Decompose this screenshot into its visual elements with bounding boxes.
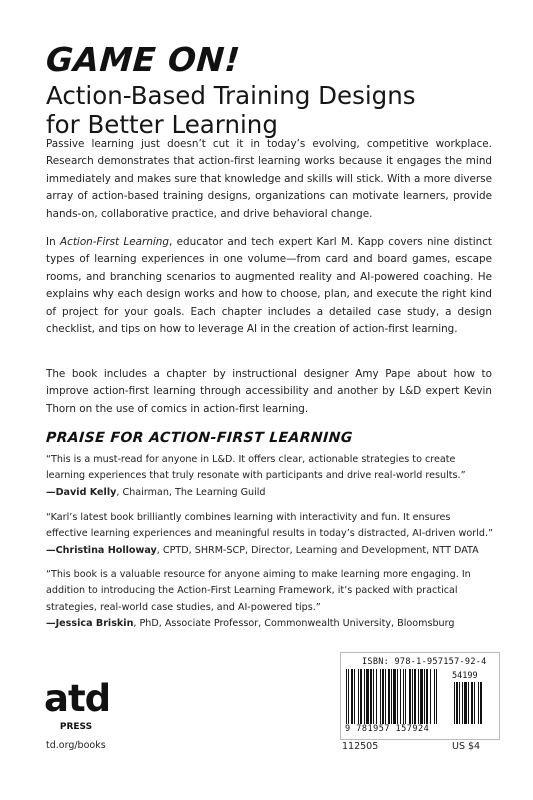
isbn-barcode xyxy=(346,669,450,724)
quote-text: “This book is a valuable resource for anyone aiming to make learning more engaging. In addition to introducing the Action-First Learning Framework, it’s packed with practical strategies, real-world case studies, and AI-powered tips.” xyxy=(46,569,471,613)
atd-logo: atd xyxy=(44,677,111,720)
praise-heading: PRAISE FOR ACTION-FIRST LEARNING xyxy=(45,430,354,446)
quote-attribution xyxy=(46,543,494,559)
price: US $4 xyxy=(452,741,481,752)
quote-author-role: , PhD, Associate Professor, Commonwealth University, Bloomsburg xyxy=(133,617,455,629)
quote-attribution xyxy=(46,485,494,501)
subtitle-line-1: Action-Based Training Designs xyxy=(46,81,416,110)
subtitle-line-2: for Better Learning xyxy=(46,110,278,139)
quote-author: —David Kelly xyxy=(46,486,117,498)
book-title-italic: Action-First Learning xyxy=(60,236,169,248)
quote-author-role: , CPTD, SHRM-SCP, Director, Learning and Development, NTT DATA xyxy=(156,544,479,556)
quote-author-role: , Chairman, The Learning Guild xyxy=(116,486,266,498)
paragraph-2-rest: , educator and tech expert Karl M. Kapp covers nine distinct types of learning experiences in one volume—from card and board games, escape rooms, and branching scenarios to augmented reality and AI-powered coaching. He explains why each design works and how to choose, plan, and execute the right kind of project for your goals. Each chapter includes a detailed case study, a design checklist, and tips on how to leverage AI in the creation of action-first learning. xyxy=(46,236,493,336)
praise-quote xyxy=(46,452,494,501)
quote-text: “Karl’s latest book brilliantly combines learning with interactivity and fun. It ensures effective learning experiences and meaningful results in today’s distracted, AI-driven world.” xyxy=(46,512,493,540)
quote-attribution xyxy=(46,616,494,632)
quote-author: —Christina Holloway xyxy=(46,544,157,556)
praise-quote xyxy=(46,567,494,632)
paragraph-2-prefix: In xyxy=(46,236,61,248)
barcode-digits: 9 781957 157924 xyxy=(345,724,430,734)
isbn-label: ISBN: 978-1-957157-92-4 xyxy=(362,657,487,667)
description-paragraph-1: Passive learning just doesn’t cut it in today’s evolving, competitive workplace. Research demonstrates that action-first learning works because it engages the mind immediately and makes sure that knowledge and skills will stick. With a more diverse array of action-based training designs, organizations can motivate learners, provide hands-on, collaborative practice, and drive behavioral change. xyxy=(46,138,492,220)
quote-author: —Jessica Briskin xyxy=(46,617,134,629)
headline: GAME ON! xyxy=(44,40,242,79)
description-paragraph-2 xyxy=(46,234,492,338)
quote-text: “This is a must-read for anyone in L&D. It offers clear, actionable strategies to create learning experiences that truly resonate with participants and drive real-world results.” xyxy=(46,454,466,482)
price-code: 54199 xyxy=(452,671,478,681)
publisher-url: td.org/books xyxy=(46,740,106,751)
catalog-number: 112505 xyxy=(342,741,379,752)
subtitle xyxy=(46,81,506,139)
description-paragraph-3: The book includes a chapter by instructional designer Amy Pape about how to improve action-first learning through accessibility and another by L&D expert Kevin Thorn on the use of comics in action-first learning. xyxy=(46,368,492,415)
press-label: PRESS xyxy=(59,722,93,732)
price-barcode xyxy=(454,682,494,724)
praise-quote xyxy=(46,510,494,559)
